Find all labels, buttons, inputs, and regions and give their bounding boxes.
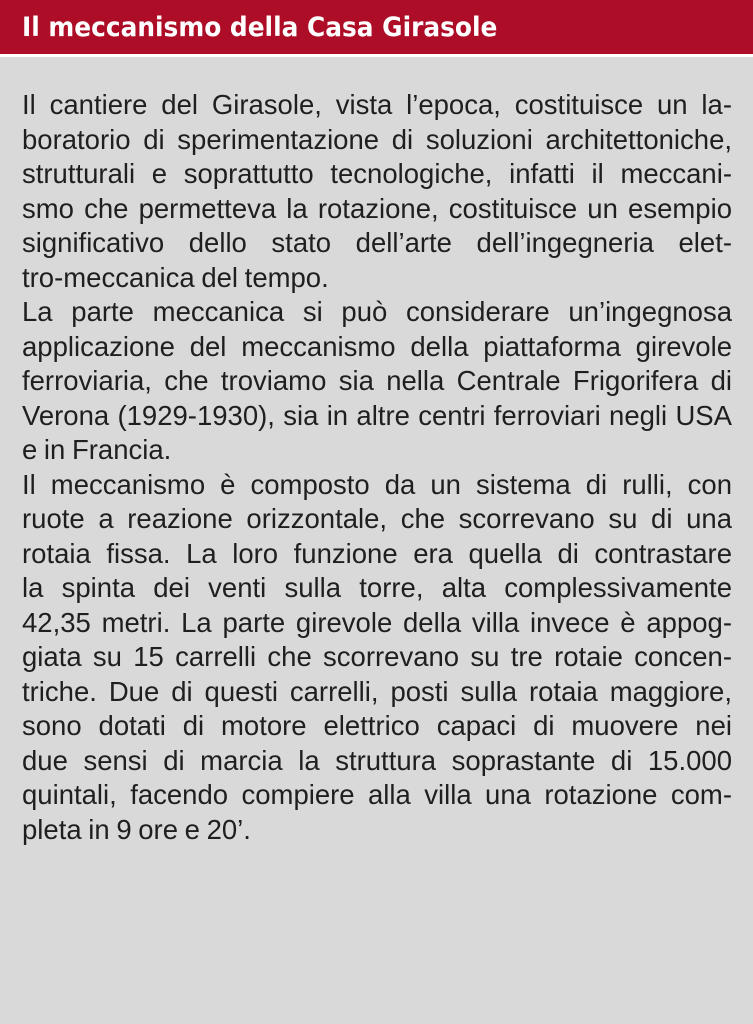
text-line: quintali, facendo compiere alla villa una rotazione com- bbox=[22, 779, 732, 810]
text-line: tro-meccanica del tempo. bbox=[22, 261, 329, 293]
text-line: applicazione del meccanismo della piattaforma girevole bbox=[22, 330, 732, 362]
box-body bbox=[22, 88, 732, 847]
text-line: Verona (1929-1930), sia in altre centri ferroviari negli USA bbox=[22, 399, 732, 431]
text-line: pleta in 9 ore e 20’. bbox=[22, 813, 251, 845]
text-line: smo che permetteva la rotazione, costituisce un esempio bbox=[22, 192, 732, 224]
text-line: significativo dello stato dell’arte dell’ingegneria elet- bbox=[22, 227, 732, 258]
text-line: la spinta dei venti sulla torre, alta complessivamente bbox=[22, 572, 732, 603]
text-line: ferroviaria, che troviamo sia nella Centrale Frigorifera di bbox=[22, 365, 732, 396]
text-line: strutturali e soprattutto tecnologiche, infatti il meccani- bbox=[22, 158, 732, 189]
text-line: e in Francia. bbox=[22, 434, 172, 465]
text-line: boratorio di sperimentazione di soluzioni architettoniche, bbox=[22, 123, 732, 155]
paragraph bbox=[22, 295, 732, 468]
text-line: rotaia fissa. La loro funzione era quella di contrastare bbox=[22, 537, 732, 569]
text-line: ruote a reazione orizzontale, che scorrevano su di una bbox=[22, 503, 732, 534]
text-line: due sensi di marcia la struttura soprastante di 15.000 bbox=[22, 744, 732, 776]
text-line: La parte meccanica si può considerare un’ingegnosa bbox=[22, 296, 732, 327]
box-header bbox=[0, 0, 753, 57]
paragraph bbox=[22, 468, 732, 848]
paragraph bbox=[22, 88, 732, 295]
text-line: 42,35 metri. La parte girevole della villa invece è appog- bbox=[22, 606, 732, 638]
text-line: Il cantiere del Girasole, vista l’epoca, costituisce un la- bbox=[22, 89, 732, 120]
text-line: Il meccanismo è composto da un sistema di rulli, con bbox=[22, 468, 732, 500]
text-line: triche. Due di questi carrelli, posti sulla rotaia maggiore, bbox=[22, 675, 732, 707]
box-title: Il meccanismo della Casa Girasole bbox=[22, 12, 498, 43]
text-line: sono dotati di motore elettrico capaci di muovere nei bbox=[22, 710, 732, 741]
text-line: giata su 15 carrelli che scorrevano su tre rotaie concen- bbox=[22, 641, 732, 672]
